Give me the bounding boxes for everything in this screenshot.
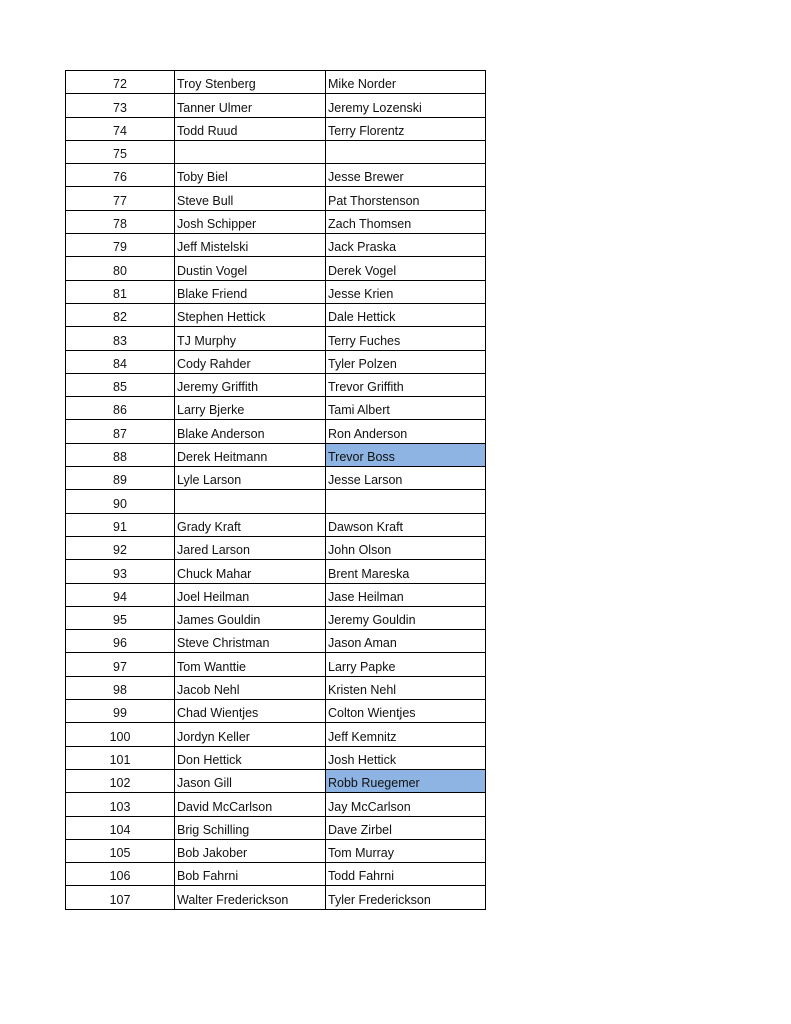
- player-name-cell: Lyle Larson: [175, 467, 326, 490]
- partner-name-cell: [326, 140, 486, 163]
- highlighted-partner-name-cell: Trevor Boss: [326, 443, 486, 466]
- row-number-cell: 92: [66, 536, 175, 559]
- player-name-cell: Blake Anderson: [175, 420, 326, 443]
- partner-name-cell: Terry Fuches: [326, 327, 486, 350]
- player-name-cell: TJ Murphy: [175, 327, 326, 350]
- partner-name-cell: Jay McCarlson: [326, 793, 486, 816]
- table-row: [66, 443, 486, 466]
- partner-name-cell: Derek Vogel: [326, 257, 486, 280]
- partner-name-cell: Terry Florentz: [326, 117, 486, 140]
- row-number-cell: 84: [66, 350, 175, 373]
- table-row: [66, 164, 486, 187]
- table-row: [66, 583, 486, 606]
- row-number-cell: 106: [66, 863, 175, 886]
- partner-name-cell: Tom Murray: [326, 839, 486, 862]
- player-name-cell: Josh Schipper: [175, 210, 326, 233]
- player-name-cell: Dustin Vogel: [175, 257, 326, 280]
- player-name-cell: Chad Wientjes: [175, 700, 326, 723]
- partner-name-cell: Larry Papke: [326, 653, 486, 676]
- row-number-cell: 90: [66, 490, 175, 513]
- table-row: [66, 863, 486, 886]
- player-name-cell: Steve Bull: [175, 187, 326, 210]
- partner-name-cell: Ron Anderson: [326, 420, 486, 443]
- row-number-cell: 93: [66, 560, 175, 583]
- partner-name-cell: John Olson: [326, 536, 486, 559]
- player-name-cell: Troy Stenberg: [175, 71, 326, 94]
- partner-name-cell: Trevor Griffith: [326, 373, 486, 396]
- row-number-cell: 86: [66, 397, 175, 420]
- row-number-cell: 73: [66, 94, 175, 117]
- table-row: [66, 350, 486, 373]
- player-name-cell: Grady Kraft: [175, 513, 326, 536]
- partner-name-cell: Jesse Krien: [326, 280, 486, 303]
- row-number-cell: 88: [66, 443, 175, 466]
- partner-name-cell: Tyler Frederickson: [326, 886, 486, 909]
- row-number-cell: 105: [66, 839, 175, 862]
- row-number-cell: 100: [66, 723, 175, 746]
- player-name-cell: Chuck Mahar: [175, 560, 326, 583]
- partner-name-cell: Mike Norder: [326, 71, 486, 94]
- row-number-cell: 78: [66, 210, 175, 233]
- partner-name-cell: Todd Fahrni: [326, 863, 486, 886]
- table-row: [66, 373, 486, 396]
- partner-name-cell: Jason Aman: [326, 630, 486, 653]
- partner-name-cell: Jack Praska: [326, 234, 486, 257]
- player-name-cell: Walter Frederickson: [175, 886, 326, 909]
- table-row: [66, 700, 486, 723]
- row-number-cell: 94: [66, 583, 175, 606]
- table-row: [66, 140, 486, 163]
- row-number-cell: 79: [66, 234, 175, 257]
- row-number-cell: 87: [66, 420, 175, 443]
- player-name-cell: Tom Wanttie: [175, 653, 326, 676]
- table-row: [66, 187, 486, 210]
- row-number-cell: 96: [66, 630, 175, 653]
- row-number-cell: 98: [66, 676, 175, 699]
- table-row: [66, 490, 486, 513]
- partner-name-cell: Dawson Kraft: [326, 513, 486, 536]
- partner-name-cell: Zach Thomsen: [326, 210, 486, 233]
- player-name-cell: Jeremy Griffith: [175, 373, 326, 396]
- row-number-cell: 101: [66, 746, 175, 769]
- player-name-cell: Blake Friend: [175, 280, 326, 303]
- table-row: [66, 839, 486, 862]
- player-name-cell: Toby Biel: [175, 164, 326, 187]
- row-number-cell: 104: [66, 816, 175, 839]
- partner-name-cell: [326, 490, 486, 513]
- table-row: [66, 769, 486, 792]
- player-name-cell: [175, 140, 326, 163]
- row-number-cell: 85: [66, 373, 175, 396]
- row-number-cell: 77: [66, 187, 175, 210]
- table-row: [66, 117, 486, 140]
- row-number-cell: 97: [66, 653, 175, 676]
- table-row: [66, 210, 486, 233]
- player-name-cell: Jordyn Keller: [175, 723, 326, 746]
- player-name-cell: Brig Schilling: [175, 816, 326, 839]
- table-row: [66, 560, 486, 583]
- partner-name-cell: Jesse Larson: [326, 467, 486, 490]
- partner-name-cell: Josh Hettick: [326, 746, 486, 769]
- row-number-cell: 72: [66, 71, 175, 94]
- table-row: [66, 71, 486, 94]
- table-row: [66, 327, 486, 350]
- row-number-cell: 80: [66, 257, 175, 280]
- partner-name-cell: Jeremy Gouldin: [326, 606, 486, 629]
- row-number-cell: 81: [66, 280, 175, 303]
- row-number-cell: 89: [66, 467, 175, 490]
- table-row: [66, 606, 486, 629]
- partner-name-cell: Jase Heilman: [326, 583, 486, 606]
- player-name-cell: [175, 490, 326, 513]
- table-row: [66, 816, 486, 839]
- player-name-cell: Todd Ruud: [175, 117, 326, 140]
- row-number-cell: 103: [66, 793, 175, 816]
- partner-name-cell: Jeremy Lozenski: [326, 94, 486, 117]
- player-name-cell: Jacob Nehl: [175, 676, 326, 699]
- partner-name-cell: Kristen Nehl: [326, 676, 486, 699]
- table-row: [66, 94, 486, 117]
- player-name-cell: Steve Christman: [175, 630, 326, 653]
- row-number-cell: 91: [66, 513, 175, 536]
- player-name-cell: Jared Larson: [175, 536, 326, 559]
- row-number-cell: 107: [66, 886, 175, 909]
- player-name-cell: Derek Heitmann: [175, 443, 326, 466]
- player-name-cell: Stephen Hettick: [175, 303, 326, 326]
- table-row: [66, 467, 486, 490]
- partner-name-cell: Brent Mareska: [326, 560, 486, 583]
- player-name-cell: Don Hettick: [175, 746, 326, 769]
- player-name-cell: Jason Gill: [175, 769, 326, 792]
- table-row: [66, 723, 486, 746]
- partner-name-cell: Colton Wientjes: [326, 700, 486, 723]
- table-row: [66, 257, 486, 280]
- partner-name-cell: Tami Albert: [326, 397, 486, 420]
- row-number-cell: 83: [66, 327, 175, 350]
- partner-name-cell: Jesse Brewer: [326, 164, 486, 187]
- table-row: [66, 886, 486, 909]
- row-number-cell: 76: [66, 164, 175, 187]
- partner-name-cell: Tyler Polzen: [326, 350, 486, 373]
- player-name-cell: Larry Bjerke: [175, 397, 326, 420]
- player-name-cell: Jeff Mistelski: [175, 234, 326, 257]
- partner-name-cell: Dave Zirbel: [326, 816, 486, 839]
- roster-table: [65, 70, 486, 910]
- player-name-cell: Bob Fahrni: [175, 863, 326, 886]
- highlighted-partner-name-cell: Robb Ruegemer: [326, 769, 486, 792]
- player-name-cell: Tanner Ulmer: [175, 94, 326, 117]
- table-row: [66, 653, 486, 676]
- table-row: [66, 280, 486, 303]
- player-name-cell: Bob Jakober: [175, 839, 326, 862]
- partner-name-cell: Pat Thorstenson: [326, 187, 486, 210]
- table-row: [66, 676, 486, 699]
- table-row: [66, 420, 486, 443]
- player-name-cell: Joel Heilman: [175, 583, 326, 606]
- partner-name-cell: Dale Hettick: [326, 303, 486, 326]
- table-row: [66, 746, 486, 769]
- partner-name-cell: Jeff Kemnitz: [326, 723, 486, 746]
- table-row: [66, 397, 486, 420]
- table-row: [66, 536, 486, 559]
- table-row: [66, 513, 486, 536]
- player-name-cell: James Gouldin: [175, 606, 326, 629]
- roster-table-body: [66, 71, 486, 910]
- row-number-cell: 99: [66, 700, 175, 723]
- table-row: [66, 630, 486, 653]
- row-number-cell: 102: [66, 769, 175, 792]
- table-row: [66, 303, 486, 326]
- player-name-cell: Cody Rahder: [175, 350, 326, 373]
- row-number-cell: 95: [66, 606, 175, 629]
- table-row: [66, 793, 486, 816]
- row-number-cell: 74: [66, 117, 175, 140]
- table-row: [66, 234, 486, 257]
- row-number-cell: 82: [66, 303, 175, 326]
- player-name-cell: David McCarlson: [175, 793, 326, 816]
- row-number-cell: 75: [66, 140, 175, 163]
